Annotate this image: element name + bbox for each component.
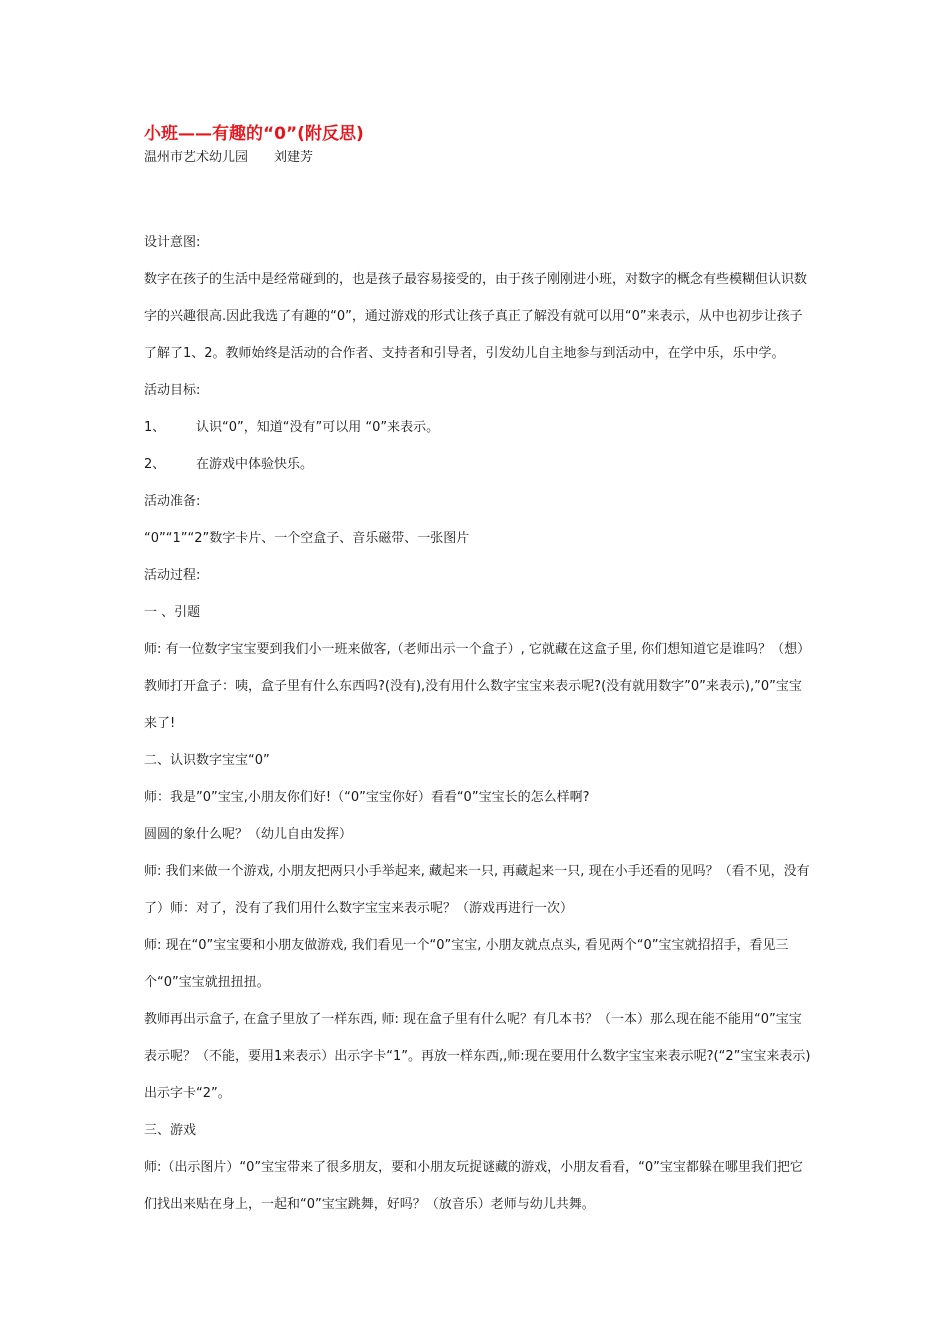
goal-text: 在游戏中体验快乐。 [196, 457, 314, 472]
step3-heading: 三、游戏 [144, 1123, 197, 1138]
step1-paragraph: 教师打开盒子：咦，盒子里有什么东西吗?(没有),没有用什么数字宝宝来表示呢?(没有就用数字”0”来表示),”0”宝宝来了! [144, 679, 802, 731]
document-body [144, 224, 812, 1223]
goal-text: 认识“0”，知道“没有”可以用 “0”来表示。 [196, 420, 440, 435]
prep-paragraph: “0”“1”“2”数字卡片、一个空盒子、音乐磁带、一张图片 [144, 531, 470, 546]
step2-paragraph: 师：我是”0”宝宝,小朋友你们好!（“0”宝宝你好）看看“0”宝宝长的怎么样啊? [144, 790, 590, 805]
goal-item [144, 409, 812, 446]
goal-number: 2、 [144, 457, 166, 472]
document-page [144, 120, 812, 1223]
step1-paragraph: 师: 有一位数字宝宝要到我们小一班来做客,（老师出示一个盒子）, 它就藏在这盒子里, 你们想知道它是谁吗？（想） [144, 642, 811, 657]
step2-paragraph: 教师再出示盒子, 在盒子里放了一样东西, 师: 现在盒子里有什么呢？有几本书？（一本）那么现在能不能用“0”宝宝表示呢？（不能，要用1来表示）出示字卡“1”。再放一样东西,,师:现在要用什么数字宝宝来表示呢?(“2”宝宝来表示)出示字卡“2”。 [144, 1012, 811, 1101]
process-heading: 活动过程: [144, 568, 201, 583]
author-byline: 温州市艺术幼儿园 刘建芳 [144, 150, 314, 165]
goal-item [144, 446, 812, 483]
design-paragraph: 数字在孩子的生活中是经常碰到的，也是孩子最容易接受的，由于孩子刚刚进小班，对数字的概念有些模糊但认识数字的兴趣很高.因此我选了有趣的“0”，通过游戏的形式让孩子真正了解没有就可以用“0”来表示，从中也初步让孩子了解了1、2。教师始终是活动的合作者、支持者和引导者，引发幼儿自主地参与到活动中，在学中乐，乐中学。 [144, 272, 808, 361]
prep-heading: 活动准备: [144, 494, 201, 509]
step2-paragraph: 师: 现在“0”宝宝要和小朋友做游戏, 我们看见一个“0”宝宝, 小朋友就点点头, 看见两个“0”宝宝就招招手，看见三个“0”宝宝就扭扭扭。 [144, 938, 789, 990]
design-heading: 设计意图: [144, 235, 201, 250]
document-title: 小班——有趣的“0”(附反思) [144, 124, 364, 144]
step2-paragraph: 师: 我们来做一个游戏, 小朋友把两只小手举起来, 藏起来一只, 再藏起来一只, 现在小手还看的见吗？（看不见，没有了）师：对了，没有了我们用什么数字宝宝来表示呢？（游戏再进行一次） [144, 864, 810, 916]
step2-heading: 二、认识数字宝宝“0” [144, 753, 270, 768]
goals-heading: 活动目标: [144, 383, 201, 398]
step3-paragraph: 师:（出示图片）“0”宝宝带来了很多朋友，要和小朋友玩捉谜藏的游戏，小朋友看看，“0”宝宝都躲在哪里我们把它们找出来贴在身上，一起和“0”宝宝跳舞，好吗？（放音乐）老师与幼儿共舞。 [144, 1160, 803, 1212]
goal-number: 1、 [144, 420, 166, 435]
step1-heading: 一 、引题 [144, 605, 201, 620]
step2-paragraph: 圆圆的象什么呢？（幼儿自由发挥） [144, 827, 353, 842]
